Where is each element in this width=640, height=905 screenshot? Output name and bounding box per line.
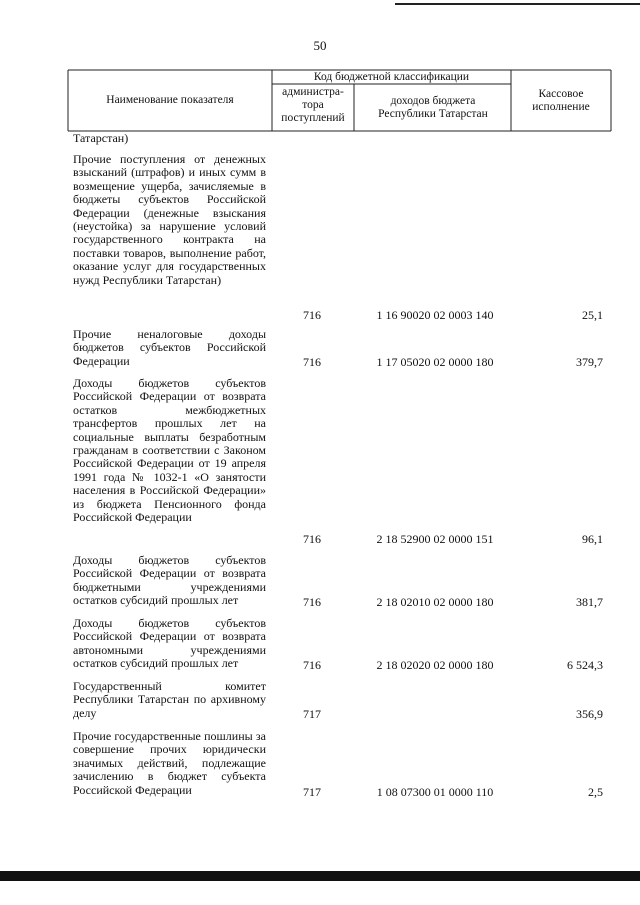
row-admin-code: 716 [303,355,321,369]
row-admin-code: 716 [303,658,321,672]
row-revenue-code: 2 18 52900 02 0000 151 [376,532,494,546]
row-revenue-code: 1 17 05020 02 0000 180 [376,355,494,369]
header-admin-column: администра- тора поступлений [281,86,345,124]
header-name-column: Наименование показателя [106,94,234,106]
row-admin-code: 717 [303,785,321,799]
row-name: Прочие неналоговые доходы бюджетов субъектов Российской Федерации [73,327,266,368]
row-amount: 25,1 [582,308,603,322]
row-admin-code: 716 [303,308,321,322]
row-revenue-code: 2 18 02020 02 0000 180 [376,658,494,672]
row-amount: 381,7 [576,595,603,609]
row-revenue-code: 1 08 07300 01 0000 110 [376,785,494,799]
row-admin-code: 716 [303,595,321,609]
row-admin-code: 717 [303,707,321,721]
row-admin-code: 716 [303,532,321,546]
bottom-edge-band [0,871,640,881]
row-revenue-code: 2 18 02010 02 0000 180 [376,595,494,609]
header-classification-group: Код бюджетной классификации [313,71,470,83]
row-name: Доходы бюджетов субъектов Российской Федерации от возврата автономными учреждениями остатков субсидий прошлых лет [73,616,266,671]
row-name: Государственный комитет Республики Татарстан по архивному делу [73,679,266,720]
top-edge-line [395,3,640,5]
header-cash-column: Кассовое исполнение [532,88,590,113]
row-revenue-code: 1 16 90020 02 0003 140 [376,308,494,322]
row-amount: 96,1 [582,532,603,546]
header-revenue-column: доходов бюджета Республики Татарстан [378,95,488,120]
row-name: Доходы бюджетов субъектов Российской Федерации от возврата остатков межбюджетных трансфертов прошлых лет на социальные выплаты безработным гражданам в соответствии с Законом Российской Федерации от 19 апреля 1991 года № 1032-1 «О занятости населения в Российской Федерации» из бюджета Пенсионного фонда Российской Федерации [73,376,266,525]
row-name: Прочие поступления от денежных взысканий (штрафов) и иных сумм в возмещение ущерба, зачисляемые в бюджеты субъектов Российской Федерации (денежные взыскания (неустойка) за нарушение условий государственного контракта на поставки товаров, выполнение работ, оказание услуг для государственных нужд Республики Татарстан) [73,152,266,287]
row-amount: 356,9 [576,707,603,721]
row-amount: 6 524,3 [567,658,603,672]
row-name: Татарстан) [73,131,129,145]
page-number: 50 [313,38,327,53]
row-name: Прочие государственные пошлины за совершение прочих юридически значимых действий, подлежащие зачислению в бюджет субъекта Российской Федерации [73,729,266,797]
row-name: Доходы бюджетов субъектов Российской Федерации от возврата бюджетными учреждениями остатков субсидий прошлых лет [73,553,266,608]
row-amount: 2,5 [588,785,603,799]
row-amount: 379,7 [576,355,603,369]
